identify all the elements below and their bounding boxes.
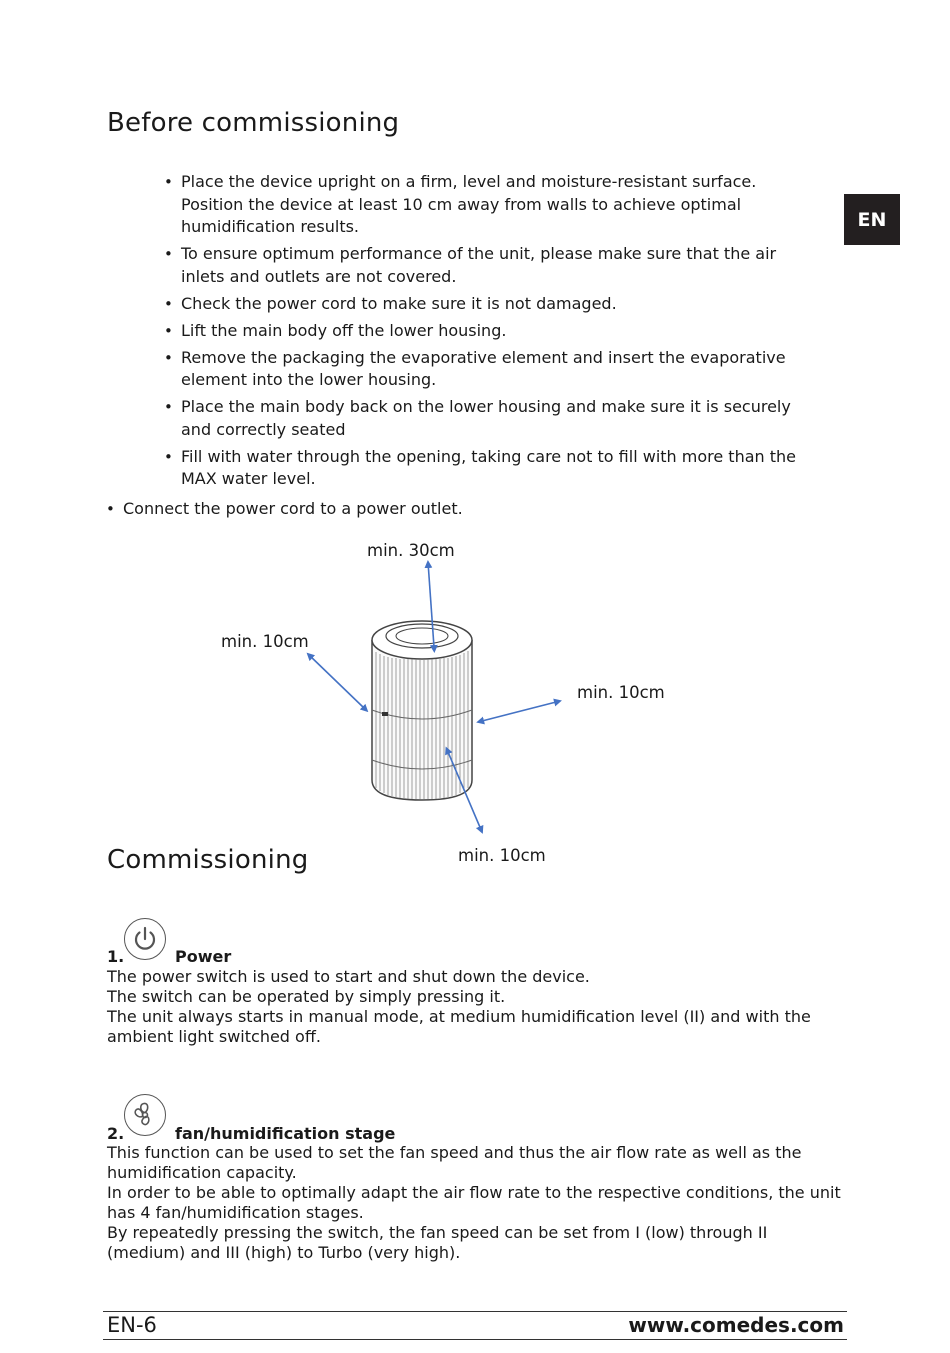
clearance-bottom-label: min. 10cm	[458, 846, 546, 865]
clearance-left-label: min. 10cm	[221, 632, 309, 651]
clearance-right-label: min. 10cm	[577, 683, 665, 702]
footer-top-rule	[103, 1311, 847, 1312]
fan-title: fan/humidification stage	[175, 1124, 396, 1143]
section-title-before-commissioning: Before commissioning	[107, 108, 400, 138]
step-item: • To ensure optimum performance of the unit, please make sure that the air inlets and outlets are not covered.	[181, 243, 811, 288]
step-item: • Check the power cord to make sure it is not damaged.	[181, 293, 811, 316]
step-item: • Lift the main body off the lower housing.	[181, 320, 811, 343]
language-tab: EN	[844, 194, 900, 245]
power-title: Power	[175, 947, 232, 966]
footer-bottom-rule	[103, 1339, 847, 1340]
paragraph-line: This function can be used to set the fan speed and thus the air flow rate as well as the humidification capacity.	[107, 1143, 802, 1182]
paragraph-line: In order to be able to optimally adapt the air flow rate to the respective conditions, the unit has 4 fan/humidification stages.	[107, 1183, 841, 1222]
paragraph-line: The switch can be operated by simply pressing it.	[107, 987, 506, 1006]
step-item: • Connect the power cord to a power outlet.	[123, 498, 823, 521]
connect-power-step	[123, 498, 823, 525]
item-number: 2.	[107, 1124, 125, 1143]
step-item: • Remove the packaging the evaporative element and insert the evaporative element into the lower housing.	[181, 347, 811, 392]
paragraph-line: The unit always starts in manual mode, at medium humidification level (II) and with the ambient light switched off.	[107, 1007, 811, 1046]
power-icon	[124, 918, 166, 960]
paragraph-line: The power switch is used to start and shut down the device.	[107, 967, 590, 986]
arrow-left	[308, 654, 364, 708]
clearance-top-label: min. 30cm	[367, 541, 455, 560]
section-title-commissioning: Commissioning	[107, 845, 309, 875]
fan-description	[107, 1143, 847, 1263]
step-item: • Fill with water through the opening, taking care not to fill with more than the MAX water level.	[181, 446, 811, 491]
item-number: 1.	[107, 947, 125, 966]
fan-icon	[124, 1094, 166, 1136]
paragraph-line: By repeatedly pressing the switch, the fan speed can be set from I (low) through II (medium) and III (high) to Turbo (very high).	[107, 1223, 768, 1262]
arrow-right	[482, 701, 560, 721]
power-description	[107, 967, 847, 1047]
step-item: • Place the device upright on a firm, level and moisture-resistant surface. Position the device at least 10 cm away from walls to achieve optimal humidification results.	[181, 171, 811, 239]
page-number: EN-6	[107, 1313, 157, 1337]
website-link[interactable]: www.comedes.com	[628, 1313, 844, 1337]
before-commissioning-steps	[181, 171, 811, 495]
step-item: • Place the main body back on the lower housing and make sure it is securely and correctly seated	[181, 396, 811, 441]
